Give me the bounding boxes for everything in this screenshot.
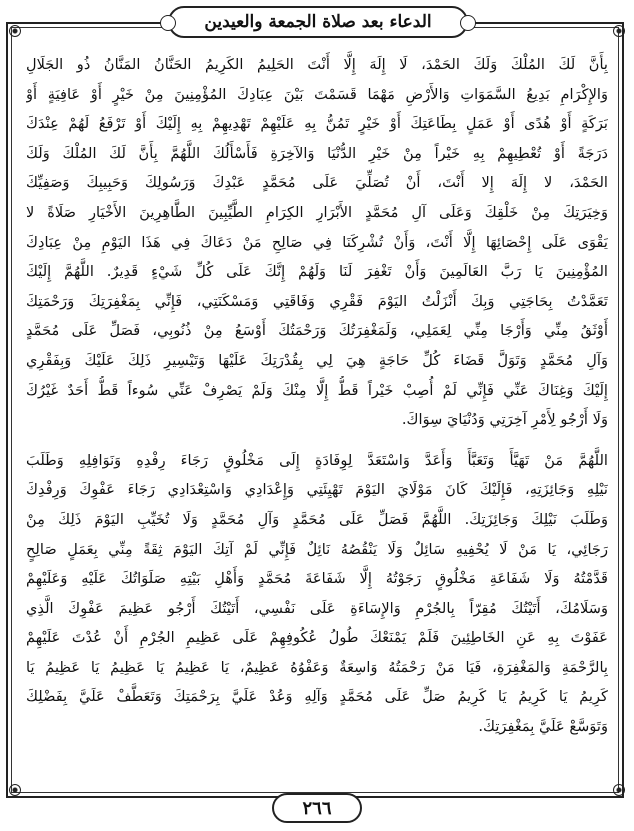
text-line: قَدَّمْتُهُ وَلَا شَفَاعَةِ مَخْلُوقٍ رَجَوْتُهُ إِلَّا شَفَاعَةَ مُحَمَّدٍ وَأَهْلِ بَيْتِهِ صَلَوَاتُكَ عَلَيْهِ وَعَلَيْهِمْ — [26, 570, 608, 588]
text-line: وَسَلَامُكَ، أَتَيْتُكَ مُقِرّاً بِالجُرْمِ وَالإِسَاءَةِ عَلَى نَفْسِي، أَتَيْتُكَ أَرْجُو عَظِيمَ عَفْوِكَ الَّذِي — [26, 599, 608, 617]
text-line: رَجَائِي، يَا مَنْ لَا يُحْفِيهِ سَائِلٌ وَلَا يَنْقُصُهُ نَائِلٌ فَإِنِّي لَمْ آتِكَ اليَوْمَ ثِقَةً مِنِّي بِعَمَلٍ صَالِحٍ — [26, 540, 608, 558]
text-line: يَقْوَى عَلَى إِحْصَائِهَا إِلَّا أَنْتَ، وَأَنْ تُشْرِكَنَا فِي صَالِحِ مَنْ دَعَاكَ فِي هَذَا اليَوْمِ مِنْ عِبَادِكَ — [26, 233, 608, 251]
text-line: تَعَمَّدْتُ بِحَاجَتِي وَبِكَ أَنْزَلْتُ اليَوْمَ فَقْرِي وَفَاقَتِي وَمَسْكَنَتِي، فَإِنِّي بِمَغْفِرَتِكَ وَرَحْمَتِكَ — [26, 292, 608, 310]
corner-ornament-icon — [9, 784, 21, 796]
text-line: وَلَا أَرْجُو لِأَمْرِ آخِرَتِي وَدُنْيَايَ سِوَاكَ. — [401, 411, 608, 429]
paragraph-2 — [26, 446, 608, 742]
corner-ornament-icon — [9, 25, 21, 37]
page-number-text: ٢٦٦ — [302, 797, 332, 819]
text-line: المُؤْمِنِينَ يَا رَبَّ العَالَمِينَ وَأَنْ تَغْفِرَ لَنَا وَلَهُمْ إِنَّكَ عَلَى كُلِّ شَيْءٍ قَدِيرٌ. اللَّهُمَّ إِلَيْكَ — [26, 263, 608, 281]
text-line: بِأَنَّ لَكَ المُلْكَ وَلَكَ الحَمْدَ، لَا إِلَهَ إِلَّا أَنْتَ الحَلِيمُ الكَرِيمُ الحَنَّانُ المَنَّانُ ذُو الجَلَالِ — [26, 56, 608, 73]
text-line: الحَمْدَ، لا إِلَهَ إِلا أَنْتَ، أَنْ تُصَلِّيَ عَلَى مُحَمَّدٍ عَبْدِكَ وَرَسُولِكَ وَحَبِيبِكَ وَصَفِيِّكَ — [26, 174, 608, 192]
corner-ornament-icon — [613, 784, 625, 796]
text-line: وَتَوَسَّعْ عَلَيَّ بِمَغْفِرَتِكَ. — [478, 718, 608, 736]
text-line: اللَّهُمَّ مَنْ تَهَيَّأَ وَتَعَبَّأَ وَأَعَدَّ وَاسْتَعَدَّ لِوِفَادَةٍ إِلَى مَخْلُوقٍ رَجَاءَ رِفْدِهِ وَنَوَافِلِهِ وَطَلَبَ — [26, 451, 608, 469]
page-title — [168, 6, 468, 38]
text-line: وَطَلَبَ نَيْلِكَ وَجَائِزَتِكَ. اللَّهُمَّ فَصَلِّ عَلَى مُحَمَّدٍ وَآلِ مُحَمَّدٍ وَلَا تُخَيِّبِ اليَوْمَ ذَلِكَ مِنْ — [26, 510, 608, 528]
paragraph-gap — [26, 435, 608, 446]
text-line: بِالرَّحْمَةِ وَالمَغْفِرَةِ، فَيَا مَنْ رَحْمَتُهُ وَاسِعَةٌ وَعَفْوُهُ عَظِيمٌ، يَا عَظِيمُ يَا عَظِيمُ يَا عَظِيمُ يَا — [26, 658, 608, 676]
text-line: بَرَكَةٍ أَوْ هُدًى أَوْ عَمَلٍ بِطَاعَتِكَ أَوْ خَيْرٍ تَمُنُّ بِهِ عَلَيْهِمْ تَهْدِيهِمْ بِهِ إِلَيْكَ أَوْ تَرْفَعُ لَهُمْ عِنْدَكَ — [26, 115, 608, 133]
page-number — [272, 793, 362, 823]
paragraph-1 — [26, 50, 608, 435]
text-line: دَرَجَةً أَوْ تُعْطِيهِمْ بِهِ خَيْراً مِنْ خَيْرِ الدُّنْيَا وَالآخِرَةِ فَأَسْأَلُكَ اللَّهُمَّ بِأَنَّ لَكَ المُلْكَ وَلَكَ — [26, 144, 608, 162]
prayer-text — [26, 50, 608, 770]
text-line: وَخِيَرَتِكَ مِنْ خَلْقِكَ وَعَلَى آلِ مُحَمَّدٍ الأَبْرَارِ الكِرَامِ الطَّيِّبِينَ الطَّاهِرِينَ الأَخْيَارِ صَلَاةً لا — [26, 203, 608, 221]
corner-ornament-icon — [613, 25, 625, 37]
text-line: عَفَوْتَ بِهِ عَنِ الخَاطِئِينَ فَلَمْ يَمْنَعْكَ طُولُ عُكُوفِهِمْ عَلَى عَظِيمِ الجُرْمِ أَنْ عُدْتَ عَلَيْهِمْ — [26, 629, 608, 647]
text-line: أَوْثَقُ مِنِّي وَأَرْجَا مِنِّي لِعَمَلِي، وَلَمَغْفِرَتُكَ وَرَحْمَتُكَ أَوْسَعُ مِنْ ذُنُوبِي، فَصَلِّ عَلَى مُحَمَّدٍ — [26, 322, 608, 340]
text-line: نَيْلِهِ وَجَائِزَتِهِ، فَإِلَيْكَ كَانَ مَوْلَايَ اليَوْمَ تَهْيِئَتِي وَإِعْدَادِي وَاسْتِعْدَادِي رَجَاءَ عَفْوِكَ وَرِفْدِكَ — [26, 481, 608, 499]
text-line: إِلَيْكَ وَغِنَاكَ عَنِّي فَإِنِّي لَمْ أُصِبْ خَيْراً قَطُّ إِلَّا مِنْكَ وَلَمْ يَصْرِفْ عَنِّي سُوءاً قَطُّ أَحَدٌ غَيْرُكَ — [26, 381, 608, 399]
text-line: وَآلِ مُحَمَّدٍ وَتَوَلَّ قَضَاءَ كُلِّ حَاجَةٍ هِيَ لِي بِقُدْرَتِكَ عَلَيْهَا وَتَيْسِيرِ ذَلِكَ عَلَيْكَ وَبِفَقْرِي — [26, 351, 608, 369]
page-title-text: الدعاء بعد صلاة الجمعة والعيدين — [204, 12, 432, 32]
text-line: وَالإِكْرَامِ بَدِيعُ السَّمَوَاتِ وَالأَرْضِ مَهْمَا قَسَمْتَ بَيْنَ عِبَادِكَ المُؤْمِنِينَ مِنْ خَيْرٍ أَوْ عَافِيَةٍ أَوْ — [26, 85, 608, 103]
text-line: كَرِيمُ يَا كَرِيمُ يَا كَرِيمُ صَلِّ عَلَى مُحَمَّدٍ وَآلِهِ وَعُدْ عَلَيَّ بِرَحْمَتِكَ وَتَعَطَّفْ عَلَيَّ بِفَضْلِكَ — [26, 688, 608, 706]
